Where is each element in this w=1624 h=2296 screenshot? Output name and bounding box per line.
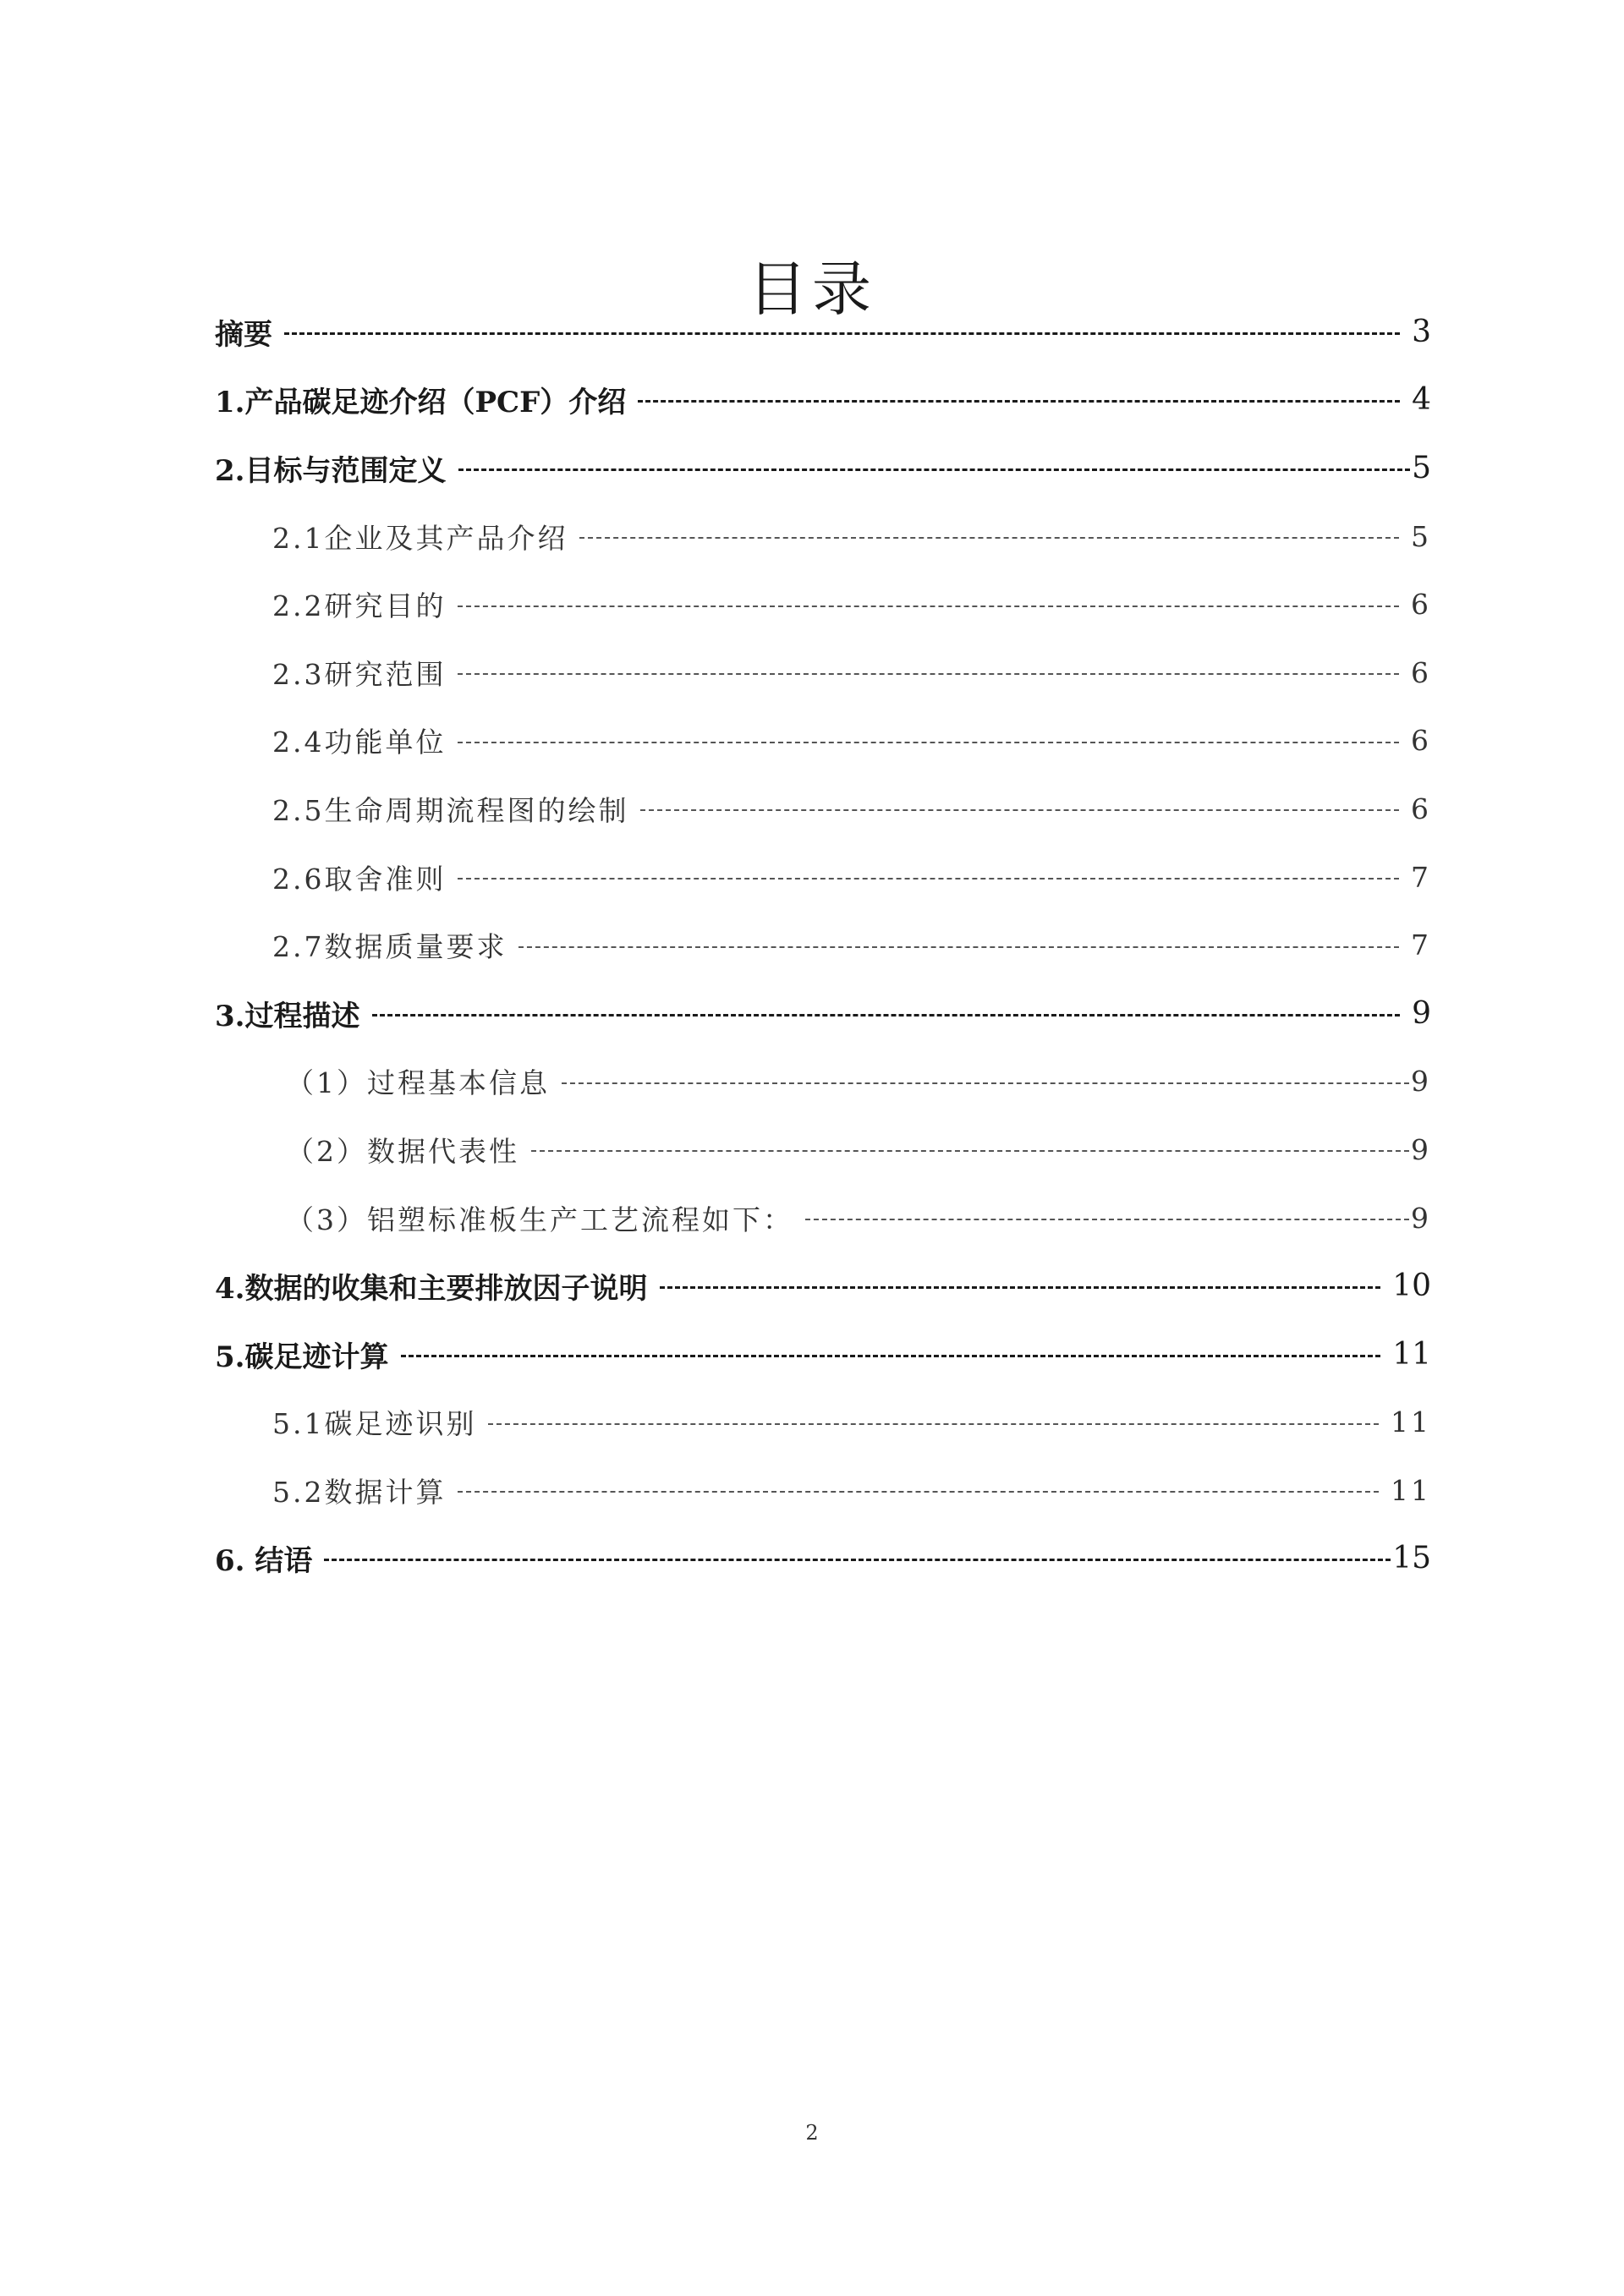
toc-leader bbox=[324, 1559, 1391, 1561]
toc-entry-section-2[interactable] bbox=[215, 434, 1431, 502]
toc-entry-page: 5 bbox=[1411, 519, 1431, 553]
toc-entry-label: 5.碳足迹计算 bbox=[215, 1340, 389, 1374]
toc-leader bbox=[562, 1082, 1409, 1084]
toc-leader bbox=[458, 606, 1399, 607]
toc-entry-label: 2.6取舍准则 bbox=[272, 862, 447, 896]
toc-entry-section-2-7[interactable] bbox=[215, 911, 1431, 979]
toc-leader bbox=[284, 332, 1400, 335]
toc-entry-page: 9 bbox=[1412, 995, 1431, 1031]
toc-entry-label: 2.4功能单位 bbox=[272, 726, 447, 759]
toc-entry-section-3[interactable] bbox=[215, 979, 1431, 1048]
toc-entry-page: 9 bbox=[1411, 1065, 1431, 1099]
toc-entry-section-3-1[interactable] bbox=[215, 1048, 1431, 1116]
toc-entry-page: 11 bbox=[1391, 1406, 1431, 1439]
toc-leader bbox=[372, 1014, 1401, 1016]
page-title: 目录 bbox=[748, 254, 876, 324]
toc-entry-page: 11 bbox=[1391, 1473, 1431, 1507]
toc-entry-section-5-2[interactable] bbox=[215, 1456, 1431, 1525]
toc-entry-page: 6 bbox=[1411, 588, 1431, 622]
toc-entry-section-2-4[interactable] bbox=[215, 707, 1431, 775]
toc-entry-abstract[interactable] bbox=[215, 298, 1431, 366]
toc-entry-label: 2.7数据质量要求 bbox=[272, 930, 508, 964]
toc-leader bbox=[638, 400, 1400, 403]
toc-entry-page: 6 bbox=[1411, 724, 1431, 758]
toc-entry-label: 3.过程描述 bbox=[215, 999, 360, 1033]
toc-entry-label: 摘要 bbox=[215, 317, 272, 352]
toc-leader bbox=[458, 469, 1411, 471]
toc-entry-page: 4 bbox=[1412, 382, 1431, 418]
toc-entry-page: 9 bbox=[1411, 1201, 1431, 1235]
toc-entry-label: 2.2研究目的 bbox=[272, 589, 447, 623]
toc-entry-page: 3 bbox=[1412, 314, 1431, 349]
toc-entry-page: 10 bbox=[1392, 1269, 1431, 1304]
toc-leader bbox=[579, 537, 1399, 539]
toc-leader bbox=[488, 1423, 1379, 1425]
toc-leader bbox=[640, 809, 1399, 811]
toc-entry-section-6[interactable] bbox=[215, 1525, 1431, 1593]
toc-entry-page: 5 bbox=[1412, 450, 1431, 485]
toc-leader bbox=[458, 742, 1399, 743]
toc-entry-section-3-2[interactable] bbox=[215, 1115, 1431, 1184]
toc-entry-label: 2.5生命周期流程图的绘制 bbox=[272, 793, 629, 827]
table-of-contents bbox=[215, 298, 1431, 1592]
toc-entry-page: 11 bbox=[1392, 1336, 1431, 1372]
toc-entry-label: 1.产品碳足迹介绍（PCF）介绍 bbox=[215, 386, 627, 420]
toc-entry-page: 7 bbox=[1411, 929, 1431, 962]
toc-entry-section-5-1[interactable] bbox=[215, 1389, 1431, 1457]
toc-entry-label: 5.2数据计算 bbox=[272, 1475, 447, 1509]
toc-entry-section-2-2[interactable] bbox=[215, 570, 1431, 638]
toc-leader bbox=[458, 673, 1399, 675]
toc-entry-label: 5.1碳足迹识别 bbox=[272, 1407, 477, 1441]
toc-entry-section-4[interactable] bbox=[215, 1252, 1431, 1320]
toc-leader bbox=[401, 1355, 1381, 1357]
toc-entry-page: 7 bbox=[1411, 860, 1431, 894]
toc-entry-label: 2.目标与范围定义 bbox=[215, 453, 447, 488]
toc-leader bbox=[531, 1150, 1409, 1152]
toc-entry-page: 6 bbox=[1411, 792, 1431, 825]
toc-entry-page: 6 bbox=[1411, 655, 1431, 689]
toc-entry-label: 2.1企业及其产品介绍 bbox=[272, 521, 568, 555]
toc-entry-label: 2.3研究范围 bbox=[272, 657, 447, 691]
toc-entry-section-1[interactable] bbox=[215, 366, 1431, 435]
toc-leader bbox=[458, 1491, 1379, 1493]
toc-leader bbox=[458, 878, 1399, 879]
toc-entry-label: （2）数据代表性 bbox=[286, 1134, 519, 1168]
toc-leader bbox=[805, 1219, 1409, 1220]
toc-leader bbox=[660, 1286, 1381, 1289]
toc-entry-page: 9 bbox=[1411, 1132, 1431, 1166]
toc-leader bbox=[518, 946, 1399, 948]
toc-entry-section-2-1[interactable] bbox=[215, 502, 1431, 571]
toc-entry-label: 6. 结语 bbox=[215, 1544, 313, 1579]
toc-entry-section-2-6[interactable] bbox=[215, 843, 1431, 912]
toc-entry-section-3-3[interactable] bbox=[215, 1184, 1431, 1252]
toc-entry-page: 15 bbox=[1392, 1541, 1431, 1576]
toc-entry-section-5[interactable] bbox=[215, 1320, 1431, 1389]
toc-entry-label: （3）铝塑标准板生产工艺流程如下： bbox=[286, 1203, 793, 1236]
toc-entry-section-2-5[interactable] bbox=[215, 775, 1431, 843]
toc-entry-section-2-3[interactable] bbox=[215, 638, 1431, 707]
toc-entry-label: （1）过程基本信息 bbox=[286, 1066, 550, 1100]
page-number: 2 bbox=[805, 2121, 819, 2145]
toc-entry-label: 4.数据的收集和主要排放因子说明 bbox=[215, 1272, 648, 1307]
